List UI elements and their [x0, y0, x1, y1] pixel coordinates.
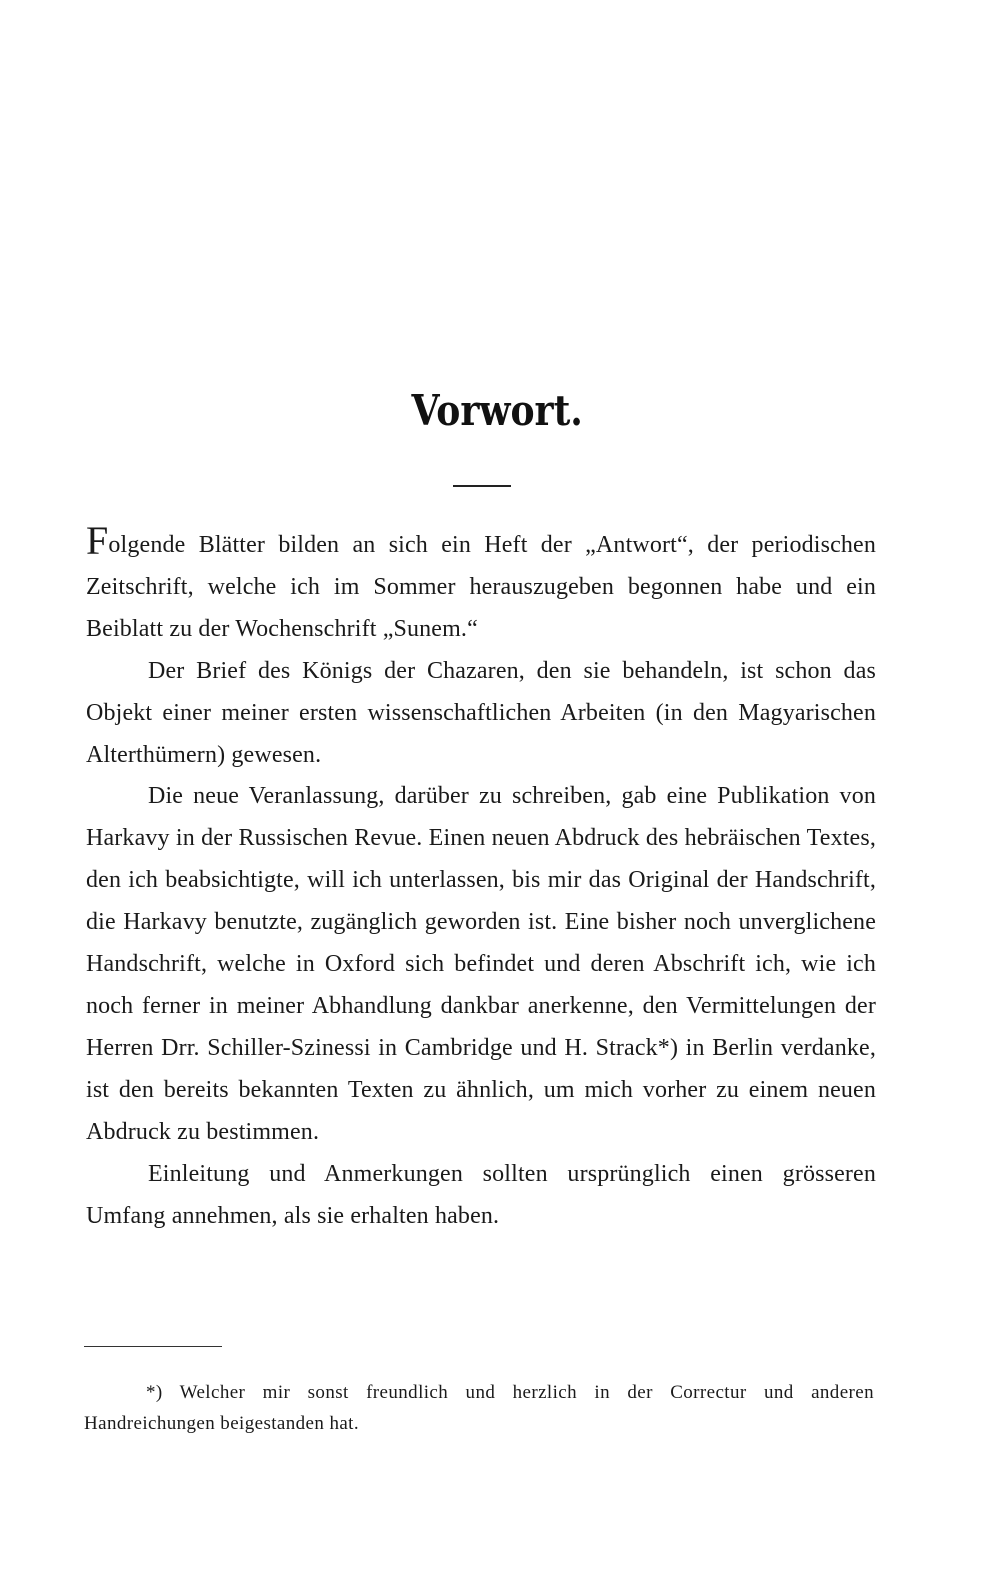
body-text	[86, 518, 876, 1237]
paragraph-1-text: olgende Blätter bilden an sich ein Heft der „Antwort“, der periodischen Zeitschrift, welche ich im Sommer herauszugeben begonnen habe und ein Beiblatt zu der Wochenschrift „Sunem.“	[86, 532, 876, 642]
initial-letter: F	[86, 518, 109, 563]
title-divider	[453, 485, 511, 487]
page-title: Vorwort.	[411, 386, 583, 435]
paragraph-2: Der Brief des Königs der Chazaren, den sie behandeln, ist schon das Objekt einer meiner ersten wissenschaftlichen Arbeiten (in den Magyarischen Alterthümern) gewesen.	[86, 657, 876, 768]
paragraph-1	[86, 518, 876, 651]
paragraph-4: Einleitung und Anmerkungen sollten ursprünglich einen grösseren Umfang annehmen, als sie erhalten haben.	[86, 1160, 876, 1229]
footnote-divider	[84, 1346, 222, 1347]
paragraph-3: Die neue Veranlassung, darüber zu schreiben, gab eine Publikation von Harkavy in der Russischen Revue. Einen neuen Abdruck des hebräischen Textes, den ich beabsichtigte, will ich unterlassen, bis mir das Original der Handschrift, die Harkavy benutzte, zugänglich geworden ist. Eine bisher noch unverglichene Handschrift, welche in Oxford sich befindet und deren Abschrift ich, wie ich noch ferner in meiner Abhandlung dankbar anerkenne, den Vermittelungen der Herren Drr. Schiller-Szinessi in Cambridge und H. Strack*) in Berlin verdanke, ist den bereits bekannten Texten zu ähnlich, um mich vorher zu einem neuen Abdruck zu bestimmen.	[86, 783, 876, 1145]
footnote: *) Welcher mir sonst freundlich und herzlich in der Correctur und anderen Handreichungen beigestanden hat.	[84, 1382, 874, 1434]
